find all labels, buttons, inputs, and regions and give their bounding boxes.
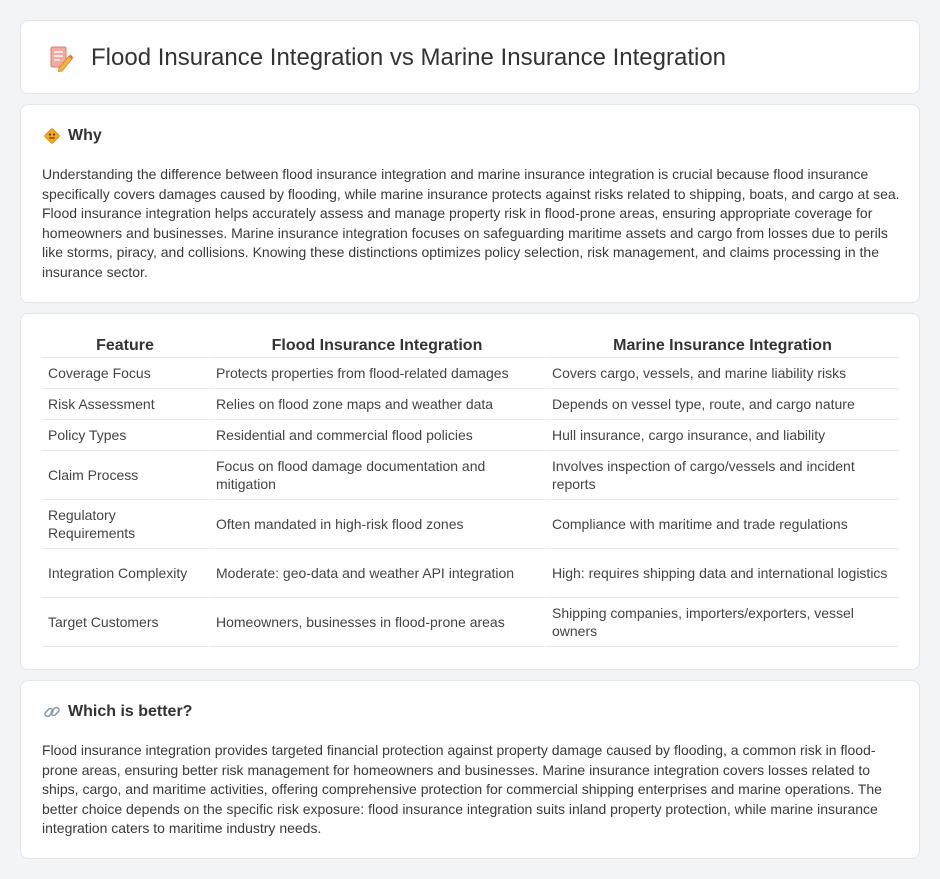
marine-cell: High: requires shipping data and international logistics bbox=[544, 549, 899, 598]
table-row bbox=[42, 389, 899, 420]
marine-cell: Depends on vessel type, route, and cargo nature bbox=[544, 389, 899, 420]
why-section bbox=[20, 104, 920, 303]
warning-sign-icon bbox=[43, 127, 61, 145]
table-row bbox=[42, 358, 899, 389]
title-row bbox=[45, 43, 726, 73]
header-feature: Feature bbox=[42, 336, 208, 358]
marine-cell: Shipping companies, importers/exporters, vessel owners bbox=[544, 598, 899, 647]
marine-cell: Covers cargo, vessels, and marine liability risks bbox=[544, 358, 899, 389]
page-title: Flood Insurance Integration vs Marine Insurance Integration bbox=[91, 44, 727, 71]
feature-cell: Regulatory Requirements bbox=[42, 500, 208, 549]
flood-cell: Often mandated in high-risk flood zones bbox=[208, 500, 544, 549]
marine-cell: Involves inspection of cargo/vessels and incident reports bbox=[544, 451, 899, 500]
title-card bbox=[20, 20, 920, 94]
table-row bbox=[42, 549, 899, 598]
table-header-row bbox=[42, 336, 899, 358]
marine-cell: Compliance with maritime and trade regulations bbox=[544, 500, 899, 549]
comparison-table bbox=[42, 336, 899, 647]
feature-cell: Integration Complexity bbox=[42, 549, 208, 598]
flood-cell: Moderate: geo-data and weather API integration bbox=[208, 549, 544, 598]
table-row bbox=[42, 451, 899, 500]
document-pencil-icon bbox=[45, 43, 75, 73]
table-row bbox=[42, 500, 899, 549]
marine-cell: Hull insurance, cargo insurance, and liability bbox=[544, 420, 899, 451]
better-text: Flood insurance integration provides targeted financial protection against property damage caused by flooding, a common risk in flood-prone areas, ensuring better risk management for homeowners and businesses. Marine insurance integration covers losses related to ships, cargo, and maritime activities, offering comprehensive protection for commercial shipping enterprises and marine operations. The better choice depends on the specific risk exposure: flood insurance integration suits inland property protection, while marine insurance integration caters to maritime industry needs. bbox=[42, 742, 882, 836]
flood-cell: Relies on flood zone maps and weather data bbox=[208, 389, 544, 420]
table-row bbox=[42, 598, 899, 647]
feature-cell: Coverage Focus bbox=[42, 358, 208, 389]
better-header bbox=[43, 703, 192, 721]
flood-cell: Homeowners, businesses in flood-prone areas bbox=[208, 598, 544, 647]
which-better-section bbox=[20, 680, 920, 859]
header-flood: Flood Insurance Integration bbox=[208, 336, 544, 358]
feature-cell: Claim Process bbox=[42, 451, 208, 500]
flood-cell: Focus on flood damage documentation and mitigation bbox=[208, 451, 544, 500]
feature-cell: Target Customers bbox=[42, 598, 208, 647]
header-marine: Marine Insurance Integration bbox=[544, 336, 899, 358]
why-title: Why bbox=[68, 127, 102, 144]
comparison-section bbox=[20, 313, 920, 670]
feature-cell: Risk Assessment bbox=[42, 389, 208, 420]
flood-cell: Residential and commercial flood policies bbox=[208, 420, 544, 451]
feature-cell: Policy Types bbox=[42, 420, 208, 451]
better-title: Which is better? bbox=[68, 703, 193, 720]
why-text: Understanding the difference between flood insurance integration and marine insurance integration is crucial because flood insurance specifically covers damages caused by flooding, while marine insurance protects against risks related to shipping, boats, and cargo at sea. Flood insurance integration helps accurately assess and manage property risk in flood-prone areas, ensuring appropriate coverage for homeowners and businesses. Marine insurance integration focuses on safeguarding maritime assets and cargo from losses due to perils like storms, piracy, and collisions. Knowing these distinctions optimizes policy selection, risk management, and claims processing in the insurance sector. bbox=[42, 166, 900, 280]
flood-cell: Protects properties from flood-related damages bbox=[208, 358, 544, 389]
why-header bbox=[43, 127, 102, 145]
table-row bbox=[42, 420, 899, 451]
link-icon bbox=[43, 703, 61, 721]
